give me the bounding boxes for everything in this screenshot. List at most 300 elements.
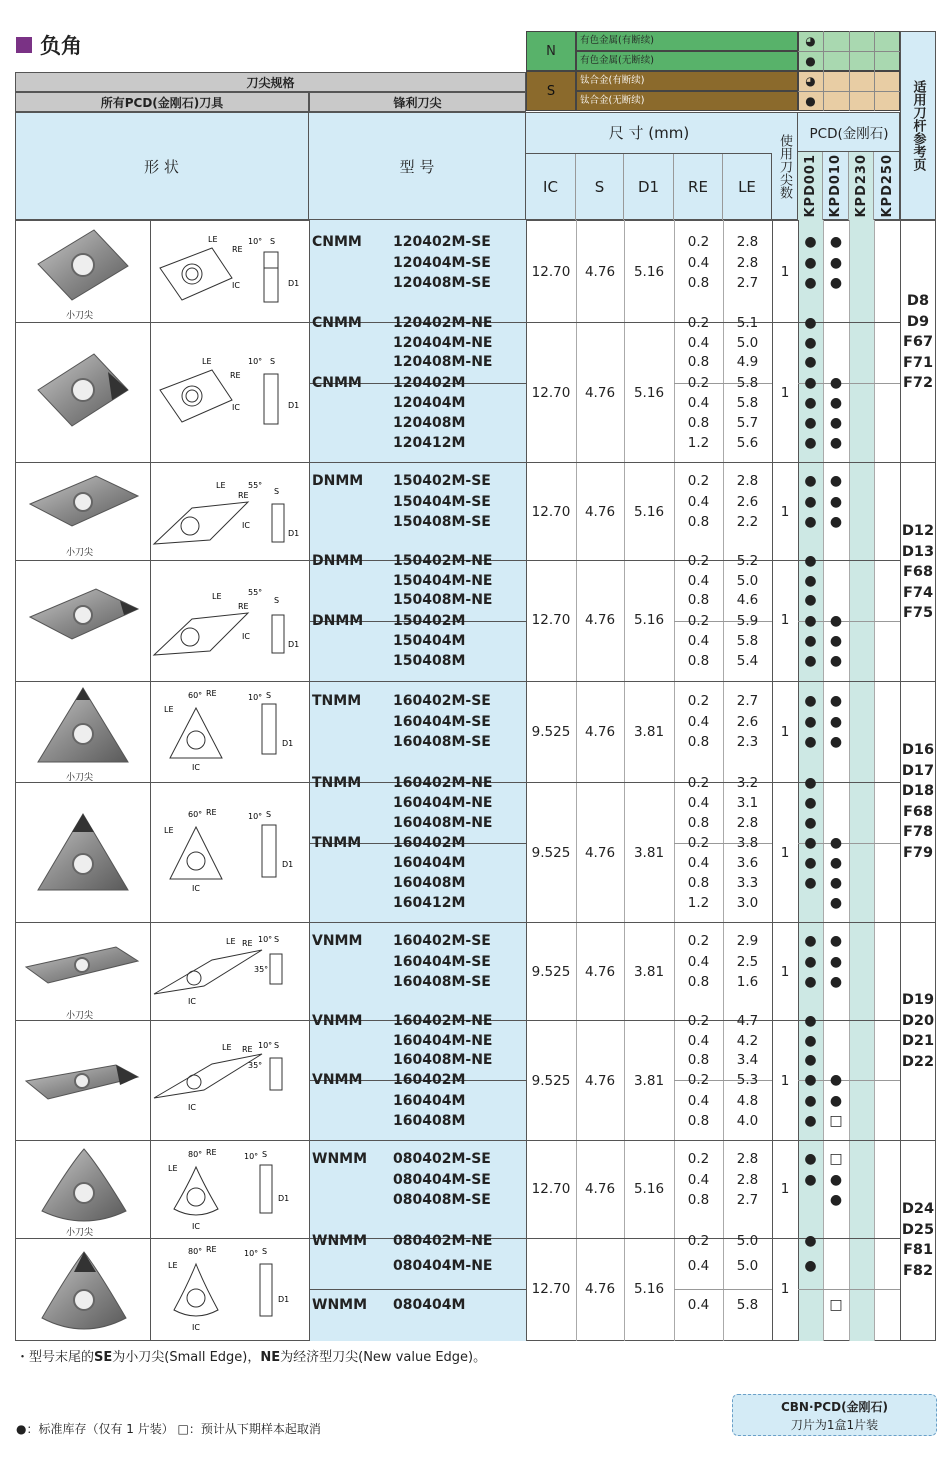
tips-value: 1 (780, 264, 790, 280)
kpd001-mark: ● (804, 334, 817, 351)
tips-value: 1 (780, 385, 790, 401)
le-value: 3.1 (736, 795, 759, 811)
kpd001-mark: ● (804, 953, 817, 970)
kpd230-col-bg (849, 220, 874, 1341)
grade-kpd010: KPD010 (823, 152, 849, 220)
ic-value: 9.525 (531, 1073, 571, 1089)
svg-text:S: S (270, 237, 276, 246)
re-value: 0.2 (687, 375, 710, 391)
svg-text:IC: IC (192, 884, 200, 893)
kpd001-mark: ● (804, 1258, 817, 1274)
model-code: 150408M-NE (393, 592, 493, 608)
kpd010-mark: ● (829, 1072, 843, 1088)
model-code: 160402M (393, 1072, 466, 1088)
ic-value: 12.70 (531, 385, 571, 401)
drawing-tn-se (152, 686, 306, 776)
kpd001-mark: ● (804, 1052, 817, 1068)
le-value: 4.0 (736, 1113, 759, 1129)
ref-wnmm: D24 D25 F81 F82 (901, 1201, 935, 1279)
re-value: 0.8 (687, 514, 710, 530)
le-value: 5.0 (736, 572, 759, 589)
svg-text:IC: IC (192, 1323, 200, 1332)
le-value: 2.8 (736, 254, 759, 271)
kpd001-mark: ● (804, 974, 817, 990)
material-s2: 钛合金(无断续) (576, 91, 798, 111)
le-value: 4.7 (736, 1013, 759, 1029)
re-value: 0.4 (687, 395, 710, 411)
svg-text:10°: 10° (248, 812, 263, 821)
ic-value: 12.70 (531, 1181, 571, 1197)
kpd010-mark: ● (829, 254, 843, 271)
model-code: 150402M-NE (393, 553, 493, 569)
re-value: 0.2 (687, 693, 710, 709)
model-code: 160408M (393, 1113, 466, 1129)
svg-text:IC: IC (192, 1222, 200, 1231)
material-n1: 有色金属(有断续) (576, 31, 798, 51)
svg-text:35°: 35° (248, 1061, 263, 1070)
model-code: 120402M-SE (393, 234, 491, 250)
svg-text:10°: 10° (248, 237, 263, 246)
kpd010-mark: ● (829, 713, 843, 730)
le-value: 5.1 (736, 315, 759, 331)
tips-value: 1 (780, 1281, 790, 1297)
le-value: 5.6 (736, 435, 759, 451)
le-value: 5.7 (736, 415, 759, 431)
svg-text:LE: LE (212, 592, 222, 601)
le-value: 3.3 (736, 875, 759, 891)
kpd001-mark: ● (804, 435, 817, 451)
svg-text:55°: 55° (248, 588, 263, 597)
d1-value: 3.81 (633, 724, 665, 740)
model-code: 160404M-SE (393, 953, 491, 970)
tips-value: 1 (780, 504, 790, 520)
svg-text:D1: D1 (282, 860, 294, 869)
le-value: 4.2 (736, 1032, 759, 1049)
kpd001-mark: ● (804, 633, 817, 649)
pcd-header: PCD(金刚石) (798, 112, 900, 152)
model-family: TNMM (312, 775, 362, 791)
insert-dnmm-ne-image (20, 575, 146, 665)
svg-text:D1: D1 (288, 279, 300, 288)
svg-text:LE: LE (168, 1164, 178, 1173)
svg-text:IC: IC (232, 281, 240, 290)
svg-text:LE: LE (164, 826, 174, 835)
model-family: WNMM (312, 1233, 368, 1249)
grade-kpd230: KPD230 (849, 152, 874, 220)
re-value: 0.2 (687, 933, 710, 949)
kpd001-mark: ● (804, 395, 817, 411)
kpd010-mark: ● (829, 653, 843, 669)
svg-text:60°: 60° (188, 691, 203, 700)
svg-text:RE: RE (232, 245, 243, 254)
kpd001-mark: ● (804, 473, 817, 489)
re-value: 0.2 (687, 775, 710, 791)
le-value: 2.7 (736, 693, 759, 709)
all-pcd-header: 所有PCD(金刚石)刀具 (15, 92, 309, 112)
re-value: 0.4 (687, 572, 710, 589)
svg-text:LE: LE (226, 937, 236, 946)
le-value: 2.6 (736, 493, 759, 510)
ic-value: 9.525 (531, 724, 571, 740)
re-value: 0.4 (687, 795, 710, 811)
kpd001-mark: ● (804, 1092, 817, 1109)
kpd001-mark: ● (804, 1072, 817, 1088)
svg-text:RE: RE (242, 1045, 253, 1054)
model-code: 120404M-SE (393, 254, 491, 271)
kpd001-mark: ● (804, 1113, 817, 1129)
kpd001-mark: ● (804, 855, 817, 871)
model-code: 160408M-SE (393, 734, 491, 750)
model-family: DNMM (312, 613, 364, 629)
re-value: 0.8 (687, 734, 710, 750)
small-tip-label-5: 小刀尖 (66, 1228, 94, 1238)
s-value: 4.76 (584, 845, 616, 861)
kpd010-mark: ● (829, 933, 843, 949)
kpd001-mark: ● (804, 933, 817, 949)
tips-value: 1 (780, 1073, 790, 1089)
svg-text:IC: IC (192, 763, 200, 772)
svg-text:RE: RE (238, 491, 249, 500)
model-code: 120408M-SE (393, 275, 491, 291)
kpd001-mark: ● (804, 1233, 817, 1249)
tips-header: 使用刀尖数 (772, 112, 798, 220)
re-header: RE (674, 154, 723, 220)
le-value: 5.8 (736, 1297, 759, 1313)
kpd010-mark: ● (829, 375, 843, 391)
re-value: 0.2 (687, 473, 710, 489)
kpd001-mark: ● (804, 592, 817, 608)
kpd010-mark: ● (829, 974, 843, 990)
svg-text:RE: RE (206, 689, 217, 698)
d1-value: 3.81 (633, 845, 665, 861)
kpd001-mark: ● (804, 1032, 817, 1049)
model-code: 150404M (393, 633, 466, 649)
mark-s1: ◕ (805, 74, 816, 88)
le-value: 3.2 (736, 775, 759, 791)
model-code: 160402M-SE (393, 693, 491, 709)
re-value: 0.2 (687, 1013, 710, 1029)
le-value: 2.6 (736, 713, 759, 730)
tips-value: 1 (780, 1181, 790, 1197)
model-code: 080404M (393, 1297, 466, 1313)
insert-dnmm-se-image (20, 466, 146, 546)
kpd010-mark: ● (829, 693, 843, 709)
le-value: 4.8 (736, 1092, 759, 1109)
svg-text:RE: RE (242, 939, 253, 948)
kpd010-mark: ● (829, 953, 843, 970)
svg-text:35°: 35° (254, 965, 269, 974)
model-family: VNMM (312, 1013, 363, 1029)
model-code: 150408M (393, 653, 466, 669)
svg-text:IC: IC (232, 403, 240, 412)
svg-text:IC: IC (242, 521, 250, 530)
re-value: 0.4 (687, 334, 710, 351)
s-value: 4.76 (584, 264, 616, 280)
le-value: 2.7 (736, 1192, 759, 1208)
svg-text:10°: 10° (244, 1152, 259, 1161)
model-code: 160404M-SE (393, 713, 491, 730)
page-title-text: 负角 (40, 34, 82, 58)
drawing-cn-se (152, 228, 306, 318)
drawing-dn-se (152, 478, 306, 553)
svg-text:IC: IC (188, 1103, 196, 1112)
re-value: 0.2 (687, 553, 710, 569)
le-value: 5.8 (736, 633, 759, 649)
insert-wnmm-se-image (34, 1145, 134, 1229)
model-code: 120408M (393, 415, 466, 431)
svg-text:S: S (262, 1150, 268, 1159)
re-value: 0.8 (687, 1052, 710, 1068)
ref-cnmm: D8 D9 F67 F71 F72 (902, 293, 934, 391)
ref-vnmm: D19 D20 D21 D22 (901, 992, 935, 1070)
re-value: 0.2 (687, 1151, 710, 1167)
kpd001-mark: ● (804, 775, 817, 791)
model-code: 080408M-SE (393, 1192, 491, 1208)
model-code: 120412M (393, 435, 466, 451)
model-code: 120402M-NE (393, 315, 493, 331)
ref-tnmm: D16 D17 D18 F68 F78 F79 (901, 742, 935, 861)
s-value: 4.76 (584, 1073, 616, 1089)
le-value: 2.9 (736, 933, 759, 949)
le-value: 3.8 (736, 835, 759, 851)
small-tip-label-1: 小刀尖 (66, 311, 94, 321)
svg-text:LE: LE (202, 357, 212, 366)
size-header: 尺 寸 (mm) (526, 112, 772, 154)
kpd010-mark: ● (829, 415, 843, 431)
le-value: 3.4 (736, 1052, 759, 1068)
re-value: 0.8 (687, 653, 710, 669)
re-value: 0.2 (687, 315, 710, 331)
le-value: 5.9 (736, 613, 759, 629)
re-value: 0.8 (687, 974, 710, 990)
re-value: 0.8 (687, 415, 710, 431)
kpd010-mark: ● (829, 435, 843, 451)
model-code: 120408M-NE (393, 354, 493, 370)
insert-wnmm-ne-image (34, 1248, 134, 1338)
ref-header: 适用刀杆参考页 (900, 31, 936, 220)
model-code: 160404M-NE (393, 795, 493, 811)
svg-text:D1: D1 (278, 1194, 290, 1203)
svg-text:10°: 10° (244, 1249, 259, 1258)
kpd001-mark: ● (804, 835, 817, 851)
kpd001-mark: ● (804, 613, 817, 629)
model-code: 120402M (393, 375, 466, 391)
model-code: 120404M-NE (393, 334, 493, 351)
d1-value: 3.81 (633, 964, 665, 980)
svg-text:D1: D1 (288, 401, 300, 410)
model-family: WNMM (312, 1297, 368, 1313)
svg-text:S: S (266, 810, 272, 819)
le-value: 1.6 (736, 974, 759, 990)
kpd010-mark: ● (829, 855, 843, 871)
drawing-wn-se (152, 1145, 306, 1235)
ref-dnmm: D12 D13 F68 F74 F75 (901, 523, 935, 621)
re-value: 0.4 (687, 633, 710, 649)
model-code: 160404M (393, 855, 466, 871)
insert-vnmm-se-image (20, 935, 146, 995)
spec-header: 刀尖规格 (15, 72, 526, 92)
svg-text:IC: IC (188, 997, 196, 1006)
model-family: DNMM (312, 553, 364, 569)
mark-n2: ● (805, 54, 816, 68)
insert-tnmm-se-image (30, 684, 140, 770)
kpd010-mark: ● (829, 734, 843, 750)
svg-text:D1: D1 (278, 1295, 290, 1304)
re-value: 0.4 (687, 713, 710, 730)
svg-text:RE: RE (206, 1148, 217, 1157)
model-code: 080402M-SE (393, 1151, 491, 1167)
kpd010-mark: ● (829, 1171, 843, 1188)
kpd010-mark: ● (829, 875, 843, 891)
model-code: 160408M (393, 875, 466, 891)
kpd010-mark: ● (829, 633, 843, 649)
kpd001-mark: ● (804, 1151, 817, 1167)
model-family: VNMM (312, 933, 363, 949)
le-value: 2.5 (736, 953, 759, 970)
s-value: 4.76 (584, 385, 616, 401)
re-value: 0.8 (687, 815, 710, 831)
tips-value: 1 (780, 724, 790, 740)
re-value: 0.8 (687, 1192, 710, 1208)
mark-n1: ◕ (805, 34, 816, 48)
d1-value: 5.16 (633, 1181, 665, 1197)
svg-text:D1: D1 (288, 640, 300, 649)
le-value: 5.8 (736, 375, 759, 391)
drawing-wn-ne (152, 1242, 306, 1337)
kpd001-mark: ● (804, 693, 817, 709)
svg-text:S: S (270, 357, 276, 366)
model-code: 150404M-SE (393, 493, 491, 510)
ic-value: 9.525 (531, 964, 571, 980)
small-tip-label-4: 小刀尖 (66, 1011, 94, 1021)
kpd010-mark: □ (829, 1151, 843, 1167)
kpd001-mark: ● (804, 234, 817, 250)
svg-text:80°: 80° (188, 1150, 203, 1159)
footnote: ・型号末尾的SE为小刀尖(Small Edge)，NE为经济型刀尖(New value Edge)。 (16, 1350, 487, 1365)
re-value: 0.8 (687, 875, 710, 891)
le-value: 2.8 (736, 815, 759, 831)
drawing-vn-se (152, 932, 306, 1012)
grade-kpd250: KPD250 (879, 154, 895, 218)
svg-text:LE: LE (208, 235, 218, 244)
model-code: 080404M-NE (393, 1258, 493, 1274)
legend: ●：标准库存（仅有 1 片装） □：预计从下期样本起取消 (16, 1422, 321, 1436)
le-value: 5.0 (736, 1233, 759, 1249)
re-value: 0.4 (687, 1092, 710, 1109)
svg-text:LE: LE (168, 1261, 178, 1270)
model-code: 160404M-NE (393, 1032, 493, 1049)
re-value: 0.2 (687, 1072, 710, 1088)
page-title (16, 30, 82, 60)
kpd010-mark: ● (829, 234, 843, 250)
kpd010-mark: ● (829, 493, 843, 510)
re-value: 0.4 (687, 1297, 710, 1313)
material-s1: 钛合金(有断续) (576, 71, 798, 91)
drawing-cn-ne (152, 350, 306, 440)
svg-text:80°: 80° (188, 1247, 203, 1256)
model-code: 150408M-SE (393, 514, 491, 530)
le-header: LE (723, 154, 772, 220)
svg-text:10°: 10° (258, 1041, 273, 1050)
svg-text:D1: D1 (288, 529, 300, 538)
kpd010-mark: ● (829, 275, 843, 291)
model-family: DNMM (312, 473, 364, 489)
kpd001-mark: ● (804, 572, 817, 589)
small-tip-label-2: 小刀尖 (66, 548, 94, 558)
svg-text:RE: RE (206, 1245, 217, 1254)
model-family: CNMM (312, 234, 362, 250)
kpd010-mark: ● (829, 895, 843, 911)
svg-text:S: S (266, 691, 272, 700)
le-value: 2.2 (736, 514, 759, 530)
shape-header: 形 状 (15, 112, 309, 220)
ic-value: 12.70 (531, 264, 571, 280)
le-value: 2.8 (736, 473, 759, 489)
re-value: 0.8 (687, 1113, 710, 1129)
le-value: 2.8 (736, 234, 759, 250)
kpd010-mark: □ (829, 1297, 843, 1313)
svg-text:S: S (274, 1041, 280, 1050)
model-family: CNMM (312, 375, 362, 391)
le-value: 4.9 (736, 354, 759, 370)
re-value: 0.8 (687, 354, 710, 370)
le-value: 4.6 (736, 592, 759, 608)
kpd010-mark: ● (829, 1192, 843, 1208)
svg-text:D1: D1 (282, 739, 294, 748)
insert-cnmm-ne-image (20, 330, 146, 458)
kpd010-mark: ● (829, 613, 843, 629)
model-code: 150402M (393, 613, 466, 629)
s-value: 4.76 (584, 1181, 616, 1197)
insert-tnmm-ne-image (30, 810, 140, 896)
re-value: 0.4 (687, 1032, 710, 1049)
d1-value: 5.16 (633, 385, 665, 401)
svg-text:10°: 10° (258, 935, 273, 944)
insert-cnmm-se-image (20, 224, 146, 320)
package-box: CBN·PCD(金刚石) 刀片为1盒1片装 (732, 1394, 937, 1436)
ic-value: 12.70 (531, 612, 571, 628)
d1-value: 5.16 (633, 612, 665, 628)
model-code: 160402M-NE (393, 775, 493, 791)
s-value: 4.76 (584, 612, 616, 628)
le-value: 5.0 (736, 334, 759, 351)
svg-text:IC: IC (242, 632, 250, 641)
re-value: 0.2 (687, 234, 710, 250)
re-value: 1.2 (687, 435, 710, 451)
grade-kpd001: KPD001 (798, 152, 823, 220)
title-square (16, 37, 32, 53)
model-code: 160408M-NE (393, 1052, 493, 1068)
kpd001-mark: ● (804, 553, 817, 569)
svg-text:10°: 10° (248, 357, 263, 366)
le-value: 2.7 (736, 275, 759, 291)
group-n: N (526, 31, 576, 71)
mark-s2: ● (805, 94, 816, 108)
svg-text:S: S (274, 596, 280, 605)
re-value: 0.4 (687, 493, 710, 510)
kpd001-mark: ● (804, 493, 817, 510)
drawing-vn-ne (152, 1040, 306, 1120)
kpd010-mark: ● (829, 835, 843, 851)
kpd001-mark: ● (804, 275, 817, 291)
sharp-header: 锋利刀尖 (309, 92, 526, 112)
model-code: 160404M (393, 1092, 466, 1109)
model-family: CNMM (312, 315, 362, 331)
model-family: VNMM (312, 1072, 363, 1088)
kpd001-mark: ● (804, 254, 817, 271)
tips-value: 1 (780, 964, 790, 980)
model-code: 120404M (393, 395, 466, 411)
